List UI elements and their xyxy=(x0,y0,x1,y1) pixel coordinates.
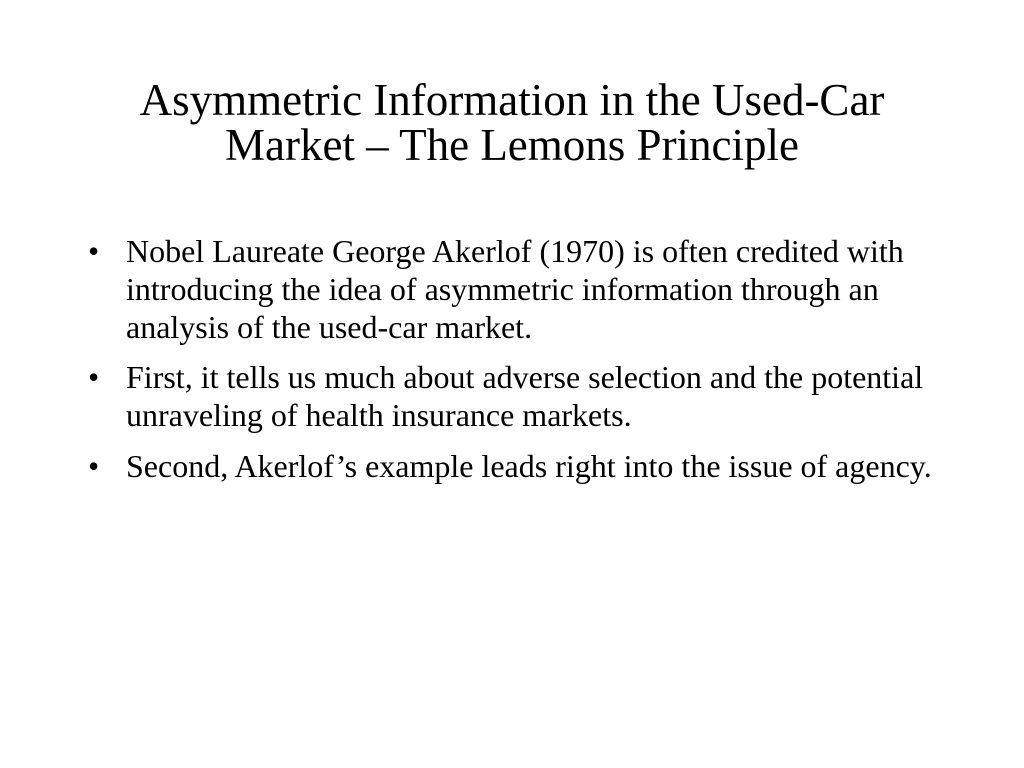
bullet-dot-icon: • xyxy=(88,447,100,484)
bullet-text: Nobel Laureate George Akerlof (1970) is often credited with introducing the idea of asymmetric information through an analysis of the used-car market. xyxy=(126,233,904,345)
bullet-text: First, it tells us much about adverse selection and the potential unraveling of health insurance markets. xyxy=(126,359,924,433)
bullet-dot-icon: • xyxy=(88,359,100,396)
bullet-item-agency xyxy=(88,448,968,486)
bullet-list xyxy=(88,233,968,499)
bullet-text: Second, Akerlof’s example leads right into the issue of agency. xyxy=(126,447,932,484)
slide-title xyxy=(60,75,964,170)
slide-title-line-2: Market – The Lemons Principle xyxy=(224,120,800,170)
bullet-dot-icon: • xyxy=(88,233,100,269)
slide-title-line-1: Asymmetric Information in the Used-Car xyxy=(139,75,885,125)
bullet-item-adverse-selection xyxy=(88,359,968,435)
bullet-item-akerlof xyxy=(88,233,968,346)
